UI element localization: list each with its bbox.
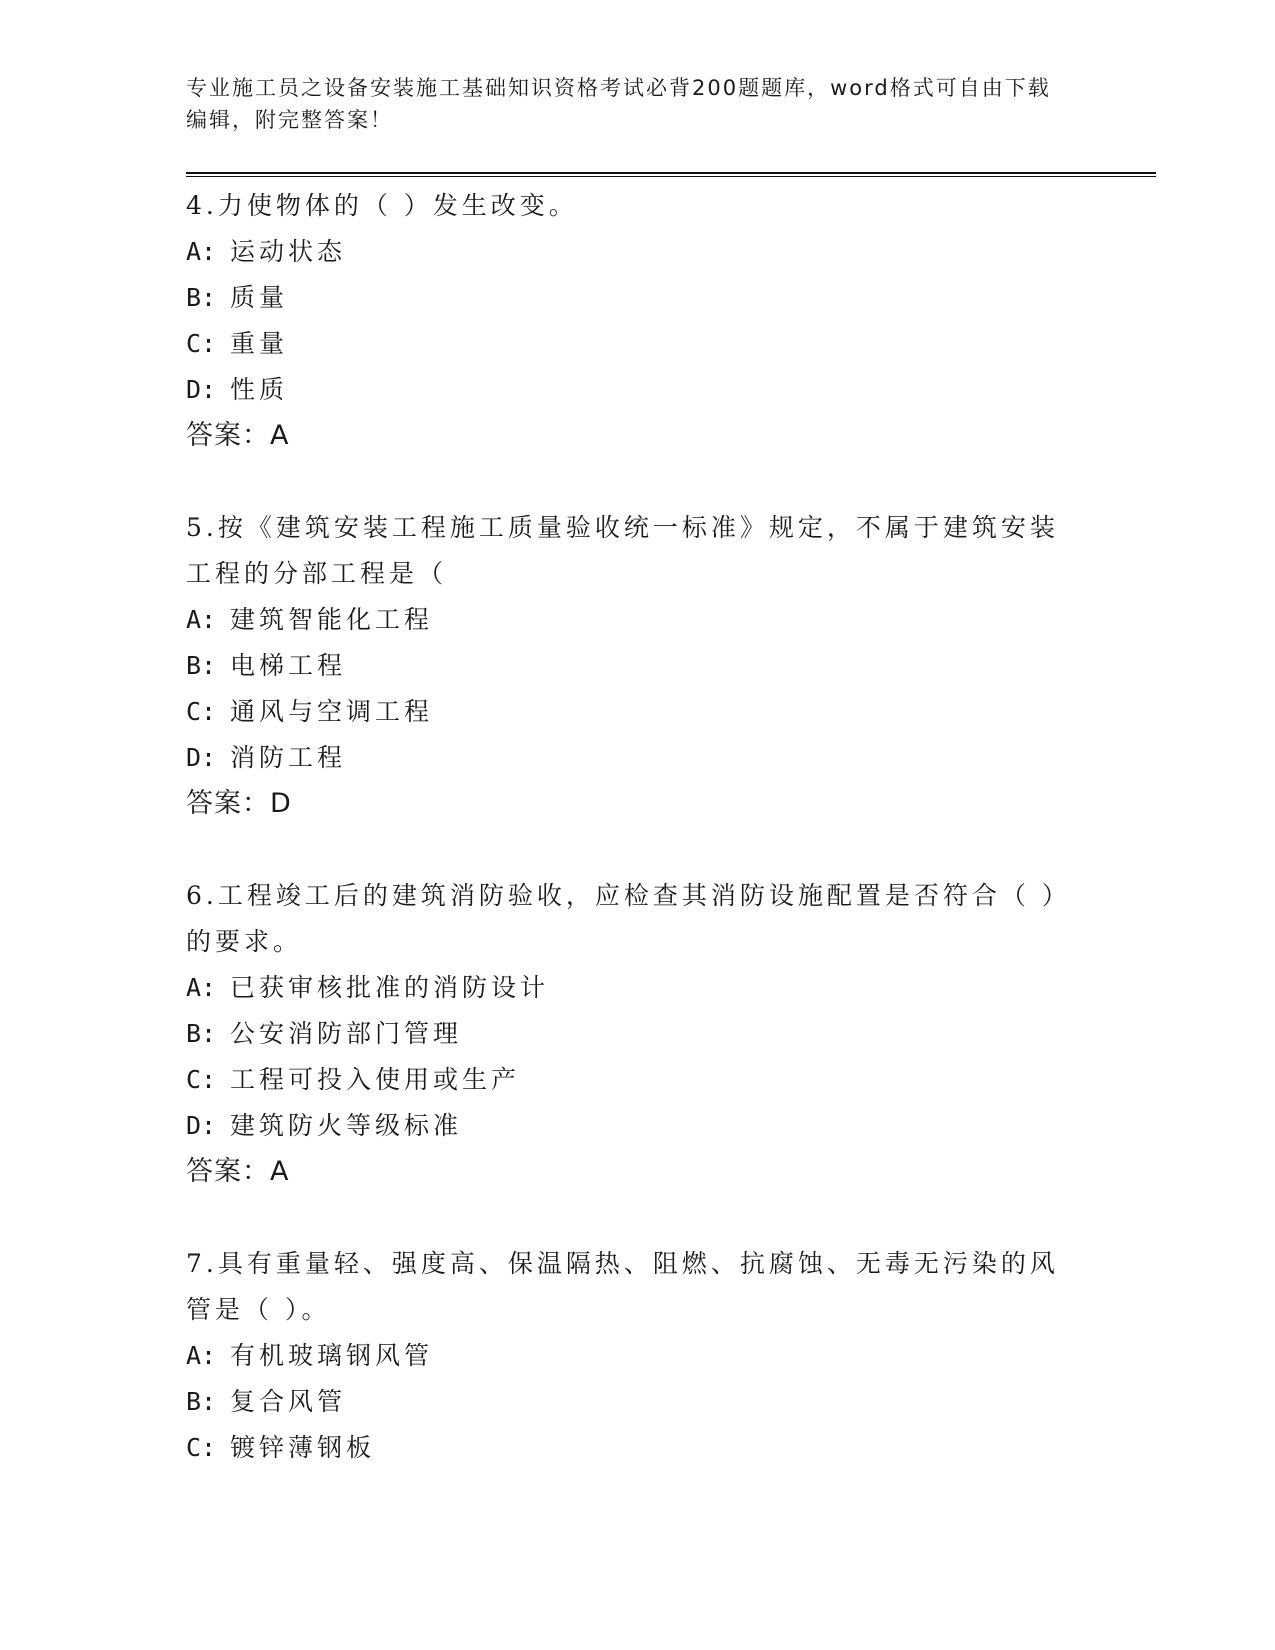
- option-text: 镀锌薄钢板: [230, 1433, 376, 1462]
- question-list: [186, 183, 1156, 1471]
- option-letter: A:: [186, 237, 217, 266]
- option-text: 已获审核批准的消防设计: [230, 973, 550, 1002]
- option-letter: D:: [186, 743, 217, 772]
- option-text: 公安消防部门管理: [230, 1019, 463, 1048]
- option-a: [186, 1333, 1156, 1379]
- answer-line: 答案：D: [186, 788, 292, 819]
- option-text: 运动状态: [230, 237, 347, 266]
- option-letter: B:: [186, 1019, 217, 1048]
- question-stem: 6.工程竣工后的建筑消防验收，应检查其消防设施配置是否符合（ ）的要求。: [186, 881, 1059, 956]
- option-letter: C:: [186, 1065, 217, 1094]
- option-text: 质量: [230, 283, 289, 312]
- document-header: 专业施工员之设备安装施工基础知识资格考试必背200题题库，word格式可自由下载编辑，附完整答案！: [186, 76, 1051, 132]
- option-b: [186, 1011, 1156, 1057]
- option-c: [186, 321, 1156, 367]
- option-letter: C:: [186, 329, 217, 358]
- option-text: 消防工程: [230, 743, 347, 772]
- option-b: [186, 275, 1156, 321]
- option-b: [186, 1379, 1156, 1425]
- question-4: [186, 183, 1156, 459]
- option-c: [186, 1057, 1156, 1103]
- answer-line: 答案：A: [186, 420, 290, 451]
- option-text: 通风与空调工程: [230, 697, 434, 726]
- question-7: [186, 1241, 1156, 1471]
- option-c: [186, 689, 1156, 735]
- option-text: 电梯工程: [230, 651, 347, 680]
- option-letter: A:: [186, 973, 217, 1002]
- option-d: [186, 367, 1156, 413]
- option-letter: C:: [186, 697, 217, 726]
- option-text: 建筑防火等级标准: [230, 1111, 463, 1140]
- question-5: [186, 505, 1156, 827]
- option-text: 有机玻璃钢风管: [230, 1341, 434, 1370]
- question-stem: 7.具有重量轻、强度高、保温隔热、阻燃、抗腐蚀、无毒无污染的风管是（ ）。: [186, 1249, 1059, 1324]
- option-text: 重量: [230, 329, 289, 358]
- option-letter: B:: [186, 283, 217, 312]
- option-letter: D:: [186, 1111, 217, 1140]
- question-stem: 5.按《建筑安装工程施工质量验收统一标准》规定，不属于建筑安装工程的分部工程是（: [186, 513, 1059, 588]
- option-text: 性质: [230, 375, 289, 404]
- option-d: [186, 735, 1156, 781]
- option-text: 工程可投入使用或生产: [230, 1065, 521, 1094]
- option-d: [186, 1103, 1156, 1149]
- document-page: [186, 72, 1156, 1517]
- option-letter: A:: [186, 605, 217, 634]
- option-a: [186, 229, 1156, 275]
- question-stem: 4.力使物体的（ ）发生改变。: [186, 191, 578, 220]
- option-a: [186, 597, 1156, 643]
- option-letter: A:: [186, 1341, 217, 1370]
- option-a: [186, 965, 1156, 1011]
- option-text: 建筑智能化工程: [230, 605, 434, 634]
- option-text: 复合风管: [230, 1387, 347, 1416]
- answer-line: 答案：A: [186, 1156, 290, 1187]
- option-letter: D:: [186, 375, 217, 404]
- option-c: [186, 1425, 1156, 1471]
- option-b: [186, 643, 1156, 689]
- option-letter: C:: [186, 1433, 217, 1462]
- header-divider: [186, 172, 1156, 177]
- option-letter: B:: [186, 651, 217, 680]
- question-6: [186, 873, 1156, 1195]
- option-letter: B:: [186, 1387, 217, 1416]
